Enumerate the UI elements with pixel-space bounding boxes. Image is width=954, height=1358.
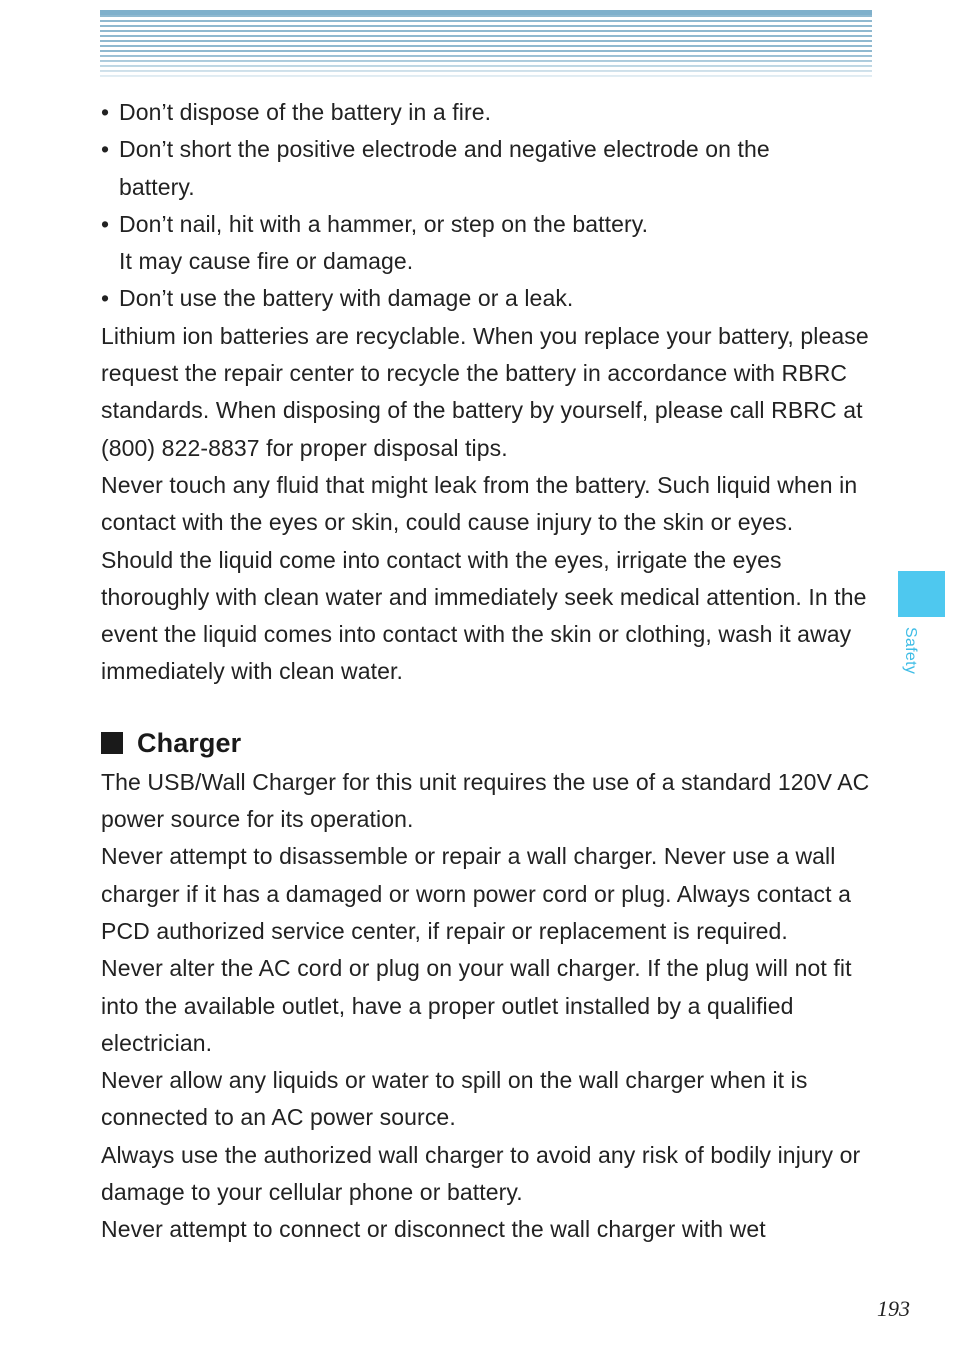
bullet-continuation: battery. xyxy=(119,173,195,200)
section-tab xyxy=(898,571,945,617)
charger-paragraph: Always use the authorized wall charger to avoid any risk of bodily injury or damage to your cellular phone or battery. xyxy=(101,1141,861,1206)
section-tab-label: Safety xyxy=(902,627,919,675)
bullet-item xyxy=(101,131,871,168)
bullet-dot: • xyxy=(101,99,110,125)
bullet-text: Don’t nail, hit with a hammer, or step on the battery. xyxy=(119,210,649,237)
bullet-dot: • xyxy=(101,210,110,237)
bullet-text: Don’t short the positive electrode and negative electrode on the xyxy=(119,136,770,163)
charger-paragraph: The USB/Wall Charger for this unit requires the use of a standard 120V AC power source for its operation. xyxy=(101,768,870,833)
black-square-icon xyxy=(101,732,123,754)
bullet-item xyxy=(101,280,871,317)
section-heading-text: Charger xyxy=(137,727,242,758)
bullet-continuation: It may cause fire or damage. xyxy=(119,248,414,275)
section-heading-charger xyxy=(101,722,871,764)
section-gap xyxy=(101,691,871,722)
header-band xyxy=(100,10,872,80)
page-number: 193 xyxy=(877,1296,910,1321)
bullet-dot: • xyxy=(101,285,110,312)
battery-fluid-paragraph: Never touch any fluid that might leak from the battery. Such liquid when in contact with the eyes or skin, could cause injury to the skin or eyes. Should the liquid come into contact with the eyes, irrigate the eyes thoroughly with clean water and immediately seek medical attention. In the event the liquid comes into contact with the skin or clothing, wash it away immediately with clean water. xyxy=(101,471,867,685)
bullet-dot: • xyxy=(101,136,110,163)
charger-paragraph: Never attempt to connect or disconnect the wall charger with wet xyxy=(101,1216,766,1243)
bullet-item xyxy=(101,94,871,131)
page-content xyxy=(101,94,871,1249)
charger-paragraph: Never attempt to disassemble or repair a wall charger. Never use a wall charger if it has a damaged or worn power cord or plug. Always contact a PCD authorized service center, if repair or replacement is required. xyxy=(101,843,851,944)
charger-paragraph: Never alter the AC cord or plug on your wall charger. If the plug will not fit into the available outlet, have a proper outlet installed by a qualified electrician. xyxy=(101,955,852,1056)
bullet-item xyxy=(101,206,871,243)
battery-recycle-paragraph: Lithium ion batteries are recyclable. When you replace your battery, please request the repair center to recycle the battery in accordance with RBRC standards. When disposing of the battery by yourself, please call RBRC at (800) 822-8837 for proper disposal tips. xyxy=(101,322,869,461)
bullet-text: Don’t use the battery with damage or a leak. xyxy=(119,285,574,312)
bullet-text: Don’t dispose of the battery in a fire. xyxy=(119,99,492,125)
charger-paragraph: Never allow any liquids or water to spill on the wall charger when it is connected to an AC power source. xyxy=(101,1067,808,1131)
